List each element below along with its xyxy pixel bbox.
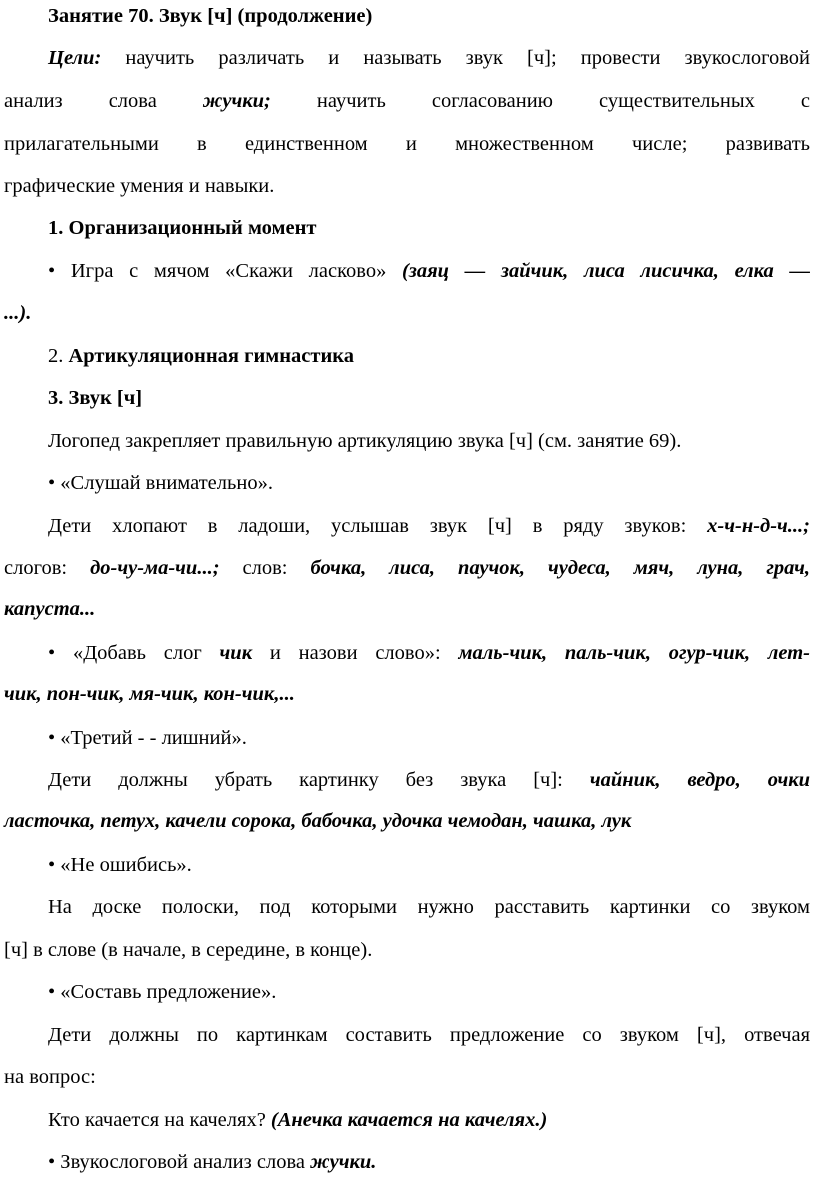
third-item: • «Третий - - лишний». xyxy=(48,727,247,749)
section-2-heading: 2. Артикуляционная гимнастика xyxy=(48,345,355,367)
question-line: Кто качается на качелях? (Анечка качается на качелях.) xyxy=(48,1109,548,1131)
board-line-1: На доске полоски, под которыми нужно расставить картинки со звуком xyxy=(48,896,810,918)
clap-line-3: капуста... xyxy=(4,598,96,620)
add-syllable-line-2: чик, пон-чик, мя-чик, кон-чик,... xyxy=(4,683,295,705)
analysis-item: • Звукослоговой анализ слова жучки. xyxy=(48,1151,377,1173)
no-mistake-item: • «Не ошибись». xyxy=(48,854,192,876)
board-line-2: [ч] в слове (в начале, в середине, в конце). xyxy=(4,939,373,961)
goals-line-2: анализ слова жучки; научить согласованию существительных с xyxy=(4,90,811,112)
goals-line-4: графические умения и навыки. xyxy=(4,175,275,197)
remove-line-2: ласточка, петух, качели сорока, бабочка, удочка чемодан, чашка, лук xyxy=(4,810,632,832)
section-3-heading: 3. Звук [ч] xyxy=(48,387,143,409)
game-line: • Игра с мячом «Скажи ласково» (заяц — зайчик, лиса лисичка, елка — xyxy=(48,260,811,282)
sentence-line-1: Дети должны по картинкам составить предложение со звуком [ч], отвечая xyxy=(48,1024,810,1046)
section-1-heading: 1. Организационный момент xyxy=(48,217,317,239)
goals-line-1: Цели: научить различать и называть звук [ч]; провести звукослоговой xyxy=(48,47,810,69)
articulation-paragraph: Логопед закрепляет правильную артикуляцию звука [ч] (см. занятие 69). xyxy=(48,430,682,452)
goals-line-3: прилагательными в единственном и множественном числе; развивать xyxy=(4,133,810,155)
sentence-line-2: на вопрос: xyxy=(4,1066,96,1088)
clap-line-1: Дети хлопают в ладоши, услышав звук [ч] в ряду звуков: х-ч-н-д-ч...; xyxy=(48,515,810,537)
remove-line-1: Дети должны убрать картинку без звука [ч]: чайник, ведро, очки xyxy=(48,769,810,791)
game-line-2: ...). xyxy=(4,302,32,324)
sentence-item: • «Составь предложение». xyxy=(48,981,277,1003)
clap-line-2: слогов: до-чу-ма-чи...; слов: бочка, лиса, паучок, чудеса, мяч, луна, грач, xyxy=(4,557,811,579)
add-syllable-line-1: • «Добавь слог чик и назови слово»: маль-чик, паль-чик, огур-чик, лет- xyxy=(48,642,811,664)
lesson-title: Занятие 70. Звук [ч] (продолжение) xyxy=(48,5,373,27)
listen-item: • «Слушай внимательно». xyxy=(48,472,273,494)
